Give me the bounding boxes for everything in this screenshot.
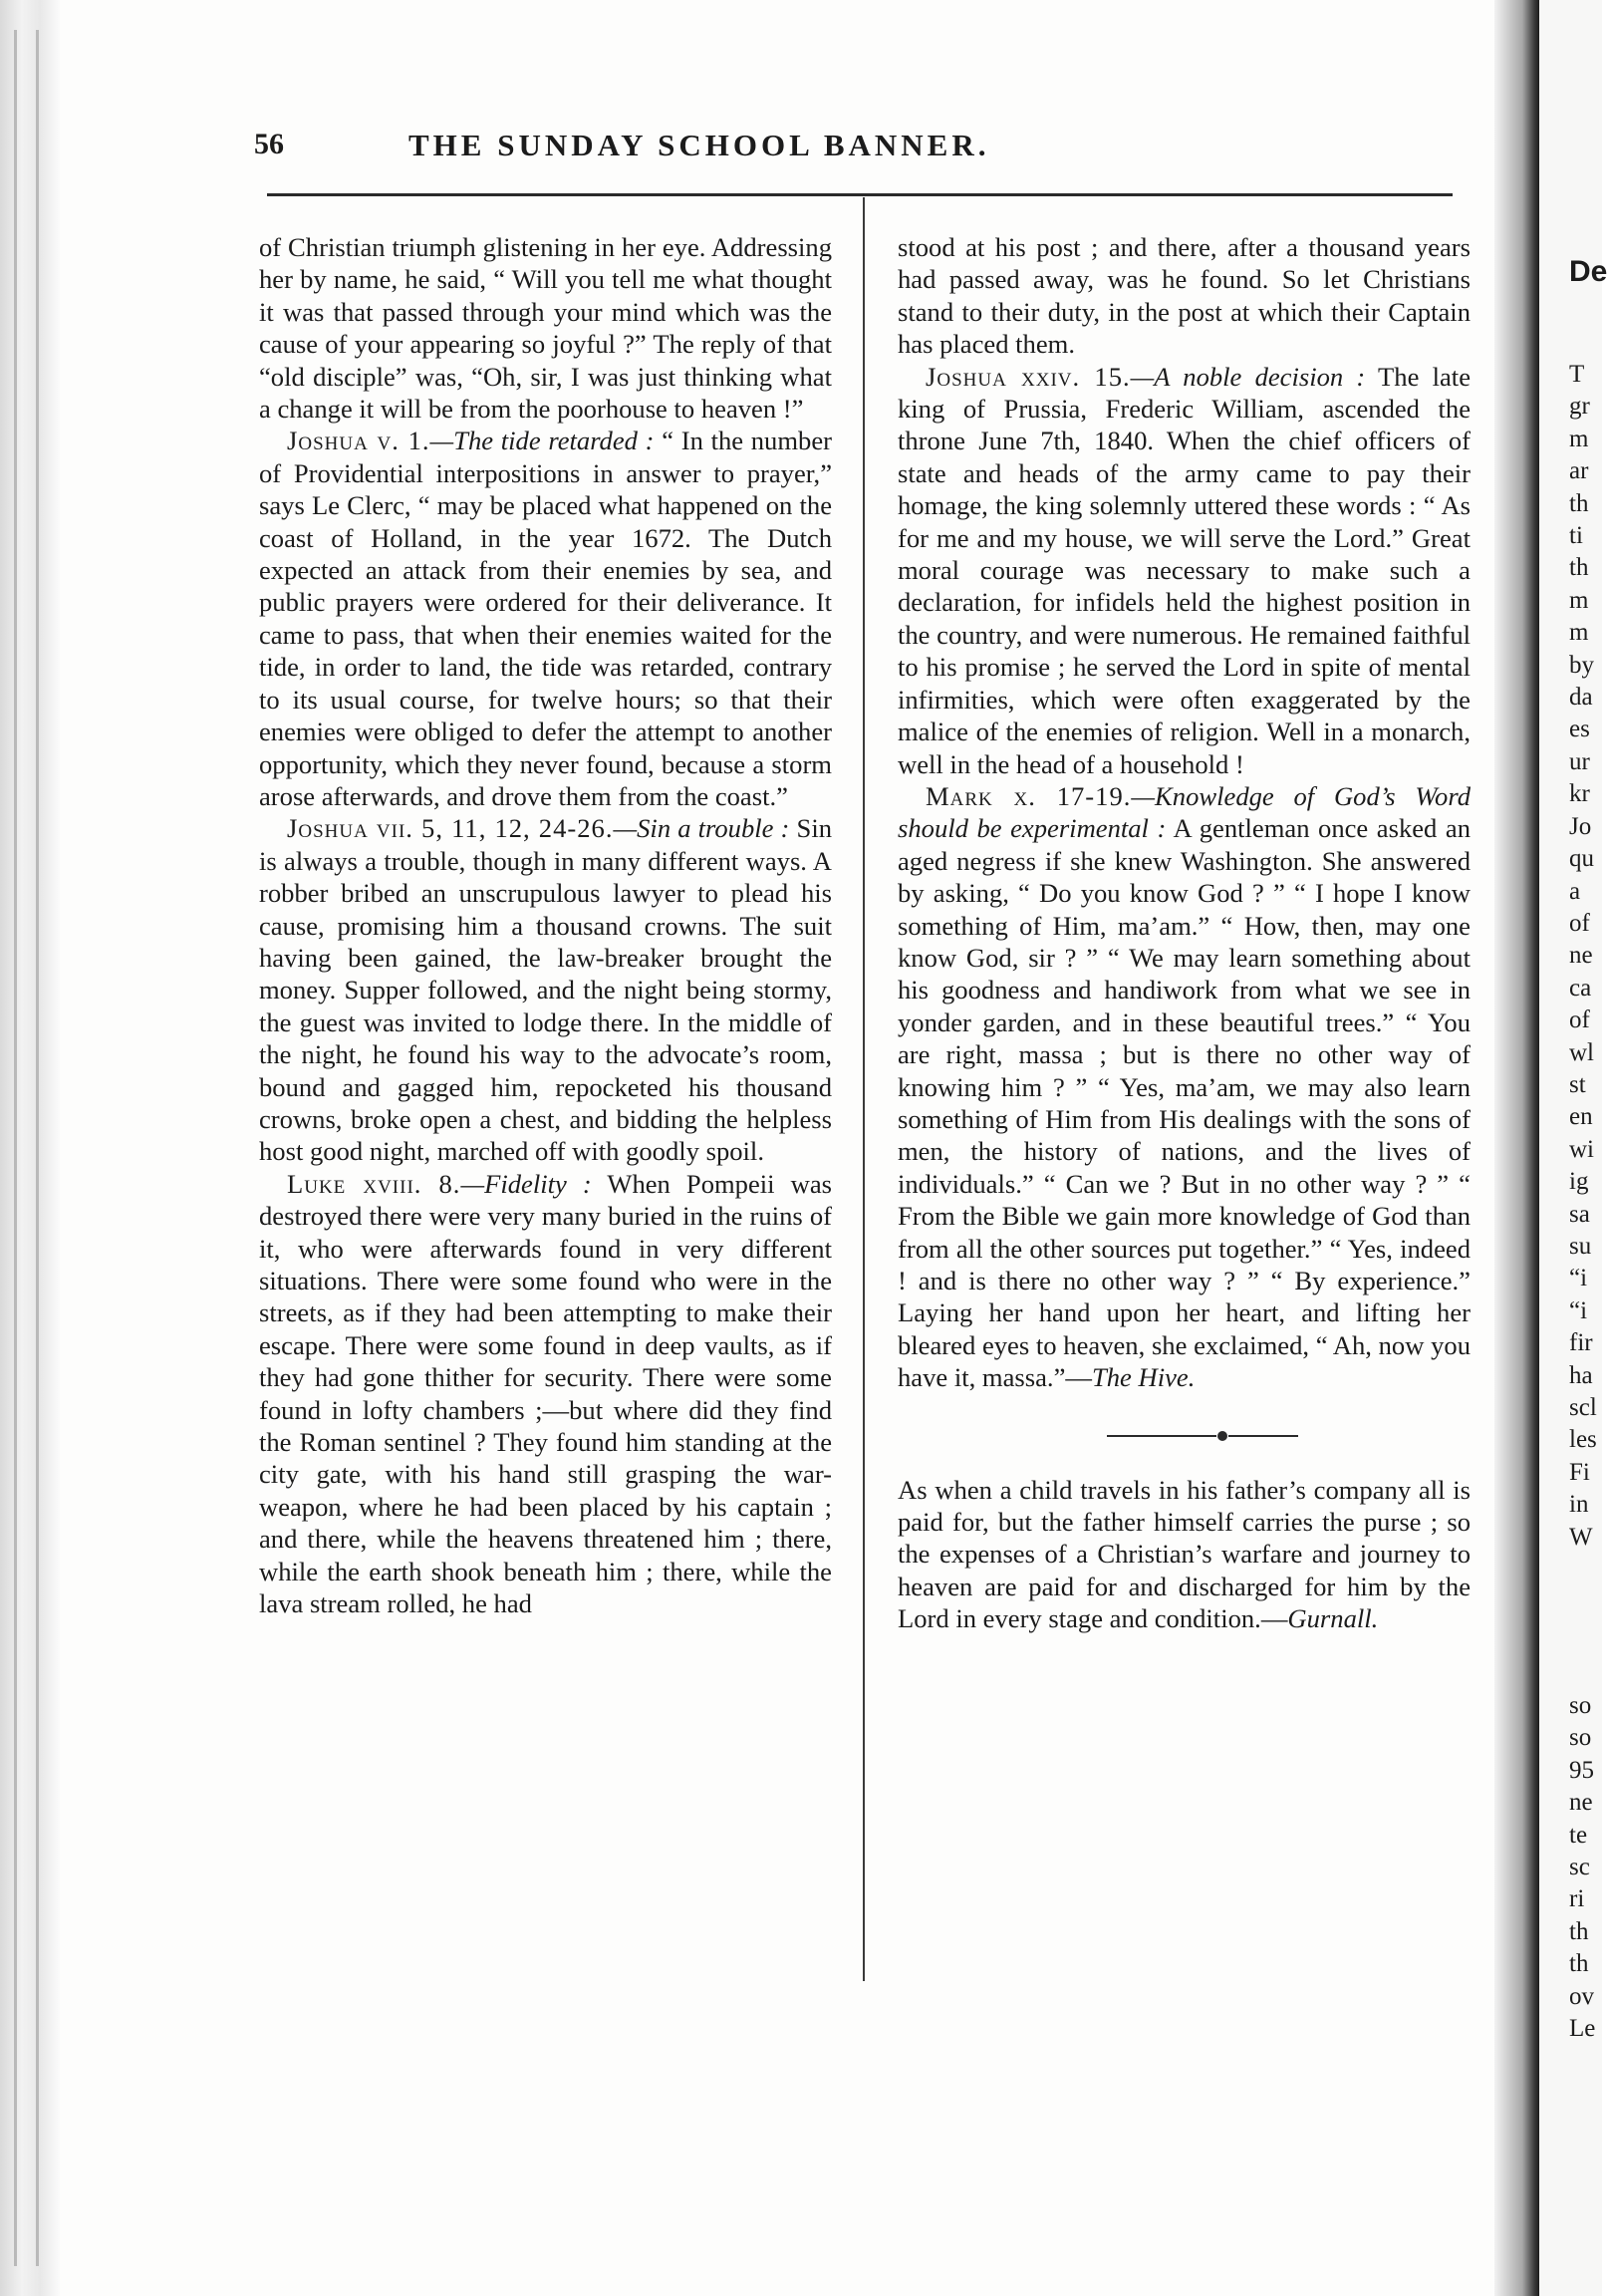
facing-page-line-fragment: ar	[1569, 457, 1589, 485]
facing-page-line-fragment: T	[1569, 361, 1585, 388]
facing-page-line-fragment: sa	[1569, 1200, 1590, 1228]
section-ornament	[898, 1398, 1471, 1468]
paragraph-text: The late king of Prussia, Frederic William, ascended the throne June 7th, 1840. When the chief officers of state and heads of the army came to pay their homage, the king solemnly uttered these words : “ As for me and my house, we will serve the Lord.” Great moral courage was necessary to make such a declaration, for infidels held the highest position in the country, and were numerous. He remained faithful to his promise ; he served the Lord in spite of mental infirmities, which were often exaggerated by the malice of the enemies of religion. Well in a monarch, well in the head of a household !	[898, 361, 1471, 779]
facing-page-line-fragment: so	[1569, 1692, 1592, 1719]
topic-heading: —Knowledge of God’s Word should be experimental :	[898, 780, 1471, 844]
facing-page-line-fragment: es	[1569, 716, 1590, 743]
topic-heading: —The tide retarded :	[429, 426, 655, 456]
facing-page-line-fragment: te	[1569, 1821, 1588, 1849]
facing-page-line-fragment: th	[1569, 554, 1589, 582]
facing-page-text-fragment-upper	[1569, 359, 1597, 1554]
facing-page-line-fragment: m	[1569, 619, 1589, 647]
facing-page-line-fragment: st	[1569, 1070, 1586, 1098]
book-binding-edge	[0, 0, 60, 2296]
scripture-reference: Joshua v. 1.	[287, 426, 430, 456]
paragraph-text: A gentleman once asked an aged negress if she knew Washington. She answered by asking, “ Do you know God ? ” “ I hope I know something of Him, ma’am.” “ How, then, may one know God, sir ? ” “ We may learn something about his goodness and handiwork from what we see in yonder garden, and in these beautiful trees.” “ You are right, massa ; but is there no other way of knowing him ? ” “ Yes, ma’am, we may also learn something of Him from His dealings with the sons of men, the history of nations, and the lives of individuals.” “ Can we ? But in no other way ? ” “ From the Bible we gain more knowledge of God than from all the other sources put together.” “ Yes, indeed ! and is there no other way ? ” “ By experience.” Laying her hand upon her heart, and lifting her bleared eyes to heaven, she exclaimed, “ Ah, now you have it, massa.”—	[898, 813, 1471, 1393]
facing-page-line-fragment: Fi	[1569, 1458, 1590, 1486]
facing-page-line-fragment: ha	[1569, 1361, 1593, 1389]
facing-page-line-fragment: of	[1569, 1006, 1590, 1034]
paragraph	[259, 1168, 832, 1620]
right-column	[898, 231, 1471, 1635]
paragraph	[259, 812, 832, 1167]
facing-page-line-fragment: ti	[1569, 522, 1583, 550]
facing-page-line-fragment: m	[1569, 425, 1589, 452]
column-divider	[863, 197, 865, 1981]
facing-page-line-fragment: of	[1569, 909, 1590, 937]
facing-page-line-fragment: by	[1569, 651, 1594, 679]
paragraph-text: Sin is always a trouble, though in many different ways. A robber bribed an unscrupulous lawyer to plead his cause, promising him a thousand crowns. The suit having been gained, the law-breaker brought the money. Supper followed, and the night being stormy, the guest was invited to lodge there. In the middle of the night, he found his way to the advocate’s room, bound and gagged him, repocketed his thousand crowns, broke open a chest, and bidding the helpless host good night, marched off with goodly spoil.	[259, 813, 833, 1167]
facing-page-line-fragment: th	[1569, 489, 1589, 517]
left-column	[259, 231, 832, 1619]
source-attribution: The Hive.	[1091, 1362, 1196, 1393]
facing-page-line-fragment: Le	[1569, 2015, 1596, 2043]
topic-heading: —Fidelity :	[460, 1168, 592, 1199]
paragraph	[898, 1474, 1471, 1635]
facing-page-line-fragment: a	[1569, 877, 1581, 905]
scripture-reference: Mark x. 17-19.	[926, 780, 1132, 811]
facing-page-line-fragment: wl	[1569, 1038, 1594, 1066]
facing-page-fragment	[1539, 0, 1607, 2296]
facing-page-line-fragment: ov	[1569, 1982, 1594, 2010]
paragraph: stood at his post ; and there, after a thousand years had passed away, was he found. So let Christians stand to their duty, in the post at which their Captain has placed them.	[898, 232, 1471, 360]
facing-page-line-fragment: th	[1569, 1917, 1589, 1945]
scripture-reference: Joshua xxiv. 15.	[926, 361, 1131, 392]
facing-page-line-fragment: fir	[1569, 1329, 1593, 1357]
facing-page-line-fragment: scl	[1569, 1394, 1597, 1421]
facing-page-line-fragment: 95	[1569, 1756, 1594, 1784]
paragraph: of Christian triumph glistening in her eye. Addressing her by name, he said, “ Will you tell me what thought it was that passed through your mind which was the cause of your appearing so joyful ?” The reply of that “old disciple” was, “Oh, sir, I was just thinking what a change it will be from the poorhouse to heaven !”	[259, 232, 832, 425]
page-number: 56	[254, 128, 284, 160]
facing-page-line-fragment: les	[1569, 1426, 1597, 1454]
running-title: THE SUNDAY SCHOOL BANNER.	[408, 128, 990, 162]
scripture-reference: Luke xviii. 8.	[287, 1168, 461, 1199]
scripture-reference: Joshua vii. 5, 11, 12, 24-26.	[287, 813, 614, 844]
facing-page-line-fragment: gr	[1569, 393, 1590, 421]
gutter-shadow	[1494, 0, 1539, 2296]
paragraph	[898, 780, 1471, 1394]
paragraph-text: When Pompeii was destroyed there were very many buried in the ruins of it, who were afterwards found in very different situations. There were some found who were in the streets, as if they had been attempting to make their escape. There were some found in deep vaults, as if they had gone thither for security. There were some found in lofty chambers ;—but where did they find the Roman sentinel ? They found him standing at the city gate, with his hand still grasping the war-weapon, where he had been placed by his captain ; and there, while the heavens threatened him ; there, while the earth shook beneath him ; there, while the lava stream rolled, he had	[259, 1168, 832, 1619]
facing-page-line-fragment: ri	[1569, 1885, 1585, 1913]
header-rule	[267, 193, 1453, 196]
source-attribution: Gurnall.	[1287, 1603, 1379, 1634]
paragraph	[259, 425, 832, 812]
paragraph-text: As when a child travels in his father’s company all is paid for, but the father himself carries the purse ; so the expenses of a Christian’s warfare and journey to heaven are paid for and discharged for him by the Lord in every stage and condition.—	[898, 1474, 1471, 1634]
facing-page-line-fragment: su	[1569, 1232, 1592, 1260]
facing-page-line-fragment: W	[1569, 1523, 1593, 1551]
page-header	[254, 128, 1450, 167]
facing-page-line-fragment: in	[1569, 1491, 1589, 1519]
binding-line	[14, 30, 17, 2266]
facing-page-line-fragment: “i	[1569, 1265, 1588, 1292]
facing-page-line-fragment: ur	[1569, 747, 1590, 775]
facing-page-line-fragment: ne	[1569, 942, 1593, 970]
ornament-line	[1107, 1435, 1216, 1437]
facing-page-line-fragment: sc	[1569, 1854, 1590, 1881]
facing-page-line-fragment: so	[1569, 1724, 1592, 1752]
facing-page-line-fragment: wi	[1569, 1135, 1594, 1163]
facing-page-line-fragment: Jo	[1569, 812, 1592, 840]
facing-page-line-fragment: ig	[1569, 1168, 1589, 1196]
facing-page-line-fragment: m	[1569, 586, 1589, 614]
facing-page-line-fragment: “i	[1569, 1296, 1588, 1324]
facing-page-heading-fragment: De	[1569, 255, 1607, 288]
topic-heading: —Sin a trouble :	[613, 813, 790, 844]
facing-page-text-fragment-lower	[1569, 1690, 1595, 2045]
facing-page-line-fragment: kr	[1569, 780, 1590, 808]
facing-page-line-fragment: ne	[1569, 1789, 1593, 1817]
paragraph-text: “ In the number of Providential interpositions in answer to prayer,” says Le Clerc, “ may be placed what happened on the coast of Holland, in the year 1672. The Dutch expected an attack from their enemies by sea, and public prayers were ordered for their deliverance. It came to pass, that when their enemies waited for the tide, in order to land, the tide was retarded, contrary to its usual course, for twelve hours; so that their enemies were obliged to defer the attempt to another opportunity, which they never found, because a storm arose afterwards, and drove them from the coast.”	[259, 426, 832, 811]
facing-page-line-fragment: da	[1569, 684, 1593, 712]
binding-line	[36, 30, 39, 2266]
facing-page-line-fragment: qu	[1569, 845, 1594, 873]
ornament-dot	[1217, 1431, 1227, 1441]
paragraph	[898, 361, 1471, 780]
facing-page-line-fragment: th	[1569, 1950, 1589, 1978]
ornament-line	[1228, 1435, 1298, 1437]
facing-page-line-fragment: en	[1569, 1103, 1593, 1131]
topic-heading: —A noble decision :	[1130, 361, 1366, 392]
facing-page-line-fragment: ca	[1569, 974, 1592, 1002]
